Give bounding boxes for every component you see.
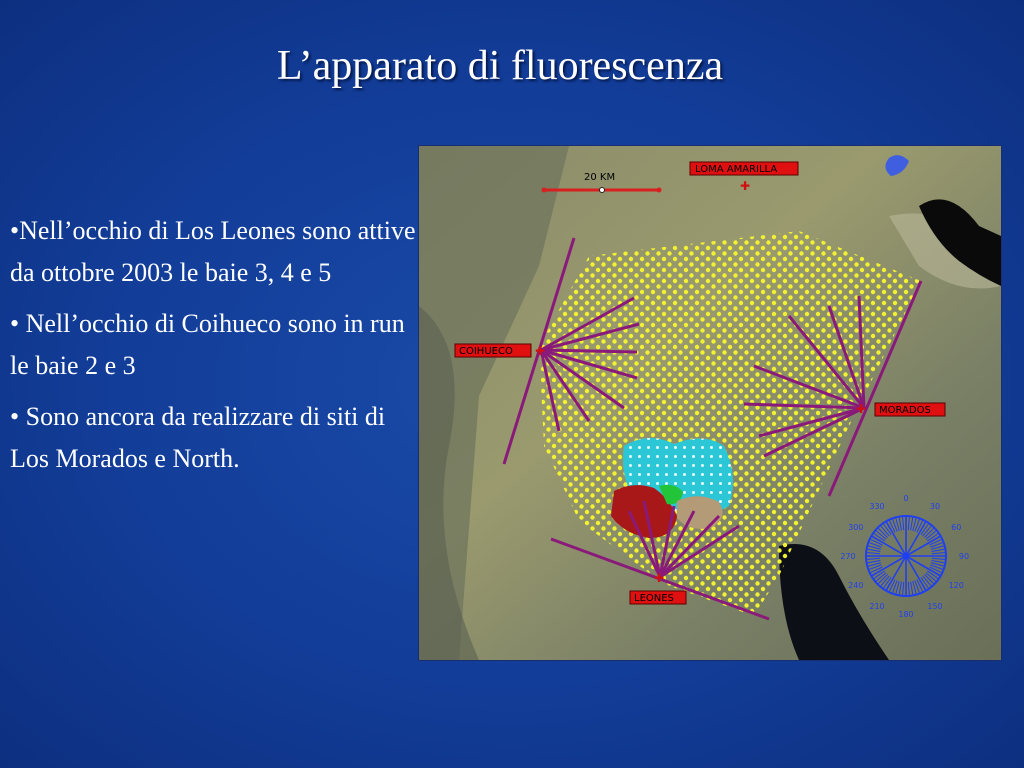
svg-text:LEONES: LEONES [634, 593, 674, 604]
compass-label-270: 270 [840, 552, 856, 561]
compass-label-300: 300 [848, 523, 864, 532]
satellite-map [418, 145, 1002, 661]
svg-text:✚: ✚ [535, 344, 546, 358]
svg-text:✚: ✚ [856, 402, 867, 416]
bullet-los-leones: •Nell’occhio di Los Leones sono attive da ottobre 2003 le baie 3, 4 e 5 [10, 216, 416, 287]
tan-event-patch [677, 496, 723, 529]
svg-text:✚: ✚ [740, 179, 751, 193]
compass-label-150: 150 [927, 602, 943, 612]
compass-label-240: 240 [848, 581, 864, 590]
compass-label-180: 180 [898, 610, 914, 619]
bullet-list [10, 210, 420, 490]
compass-label-120: 120 [948, 581, 964, 590]
compass-label-90: 90 [958, 552, 970, 561]
map-canvas [419, 146, 1001, 660]
bullet-coihueco: • Nell’occhio di Coihueco sono in run le baie 2 e 3 [10, 309, 405, 380]
svg-text:LOMA AMARILLA: LOMA AMARILLA [695, 164, 778, 175]
compass-label-210: 210 [869, 602, 885, 612]
compass-label-60: 60 [951, 523, 962, 532]
compass-label-0: 0 [903, 494, 909, 503]
slide-title: L’apparato di fluorescenza [276, 43, 724, 89]
compass-label-330: 330 [869, 501, 885, 511]
svg-text:MORADOS: MORADOS [879, 405, 931, 416]
svg-text:✚: ✚ [654, 571, 665, 585]
bullet-morados-north: • Sono ancora da realizzare di siti di Los Morados e North. [10, 402, 386, 473]
scale-label: 20 KM [584, 172, 616, 183]
compass-label-30: 30 [929, 501, 941, 511]
svg-text:COIHUECO: COIHUECO [459, 346, 513, 357]
